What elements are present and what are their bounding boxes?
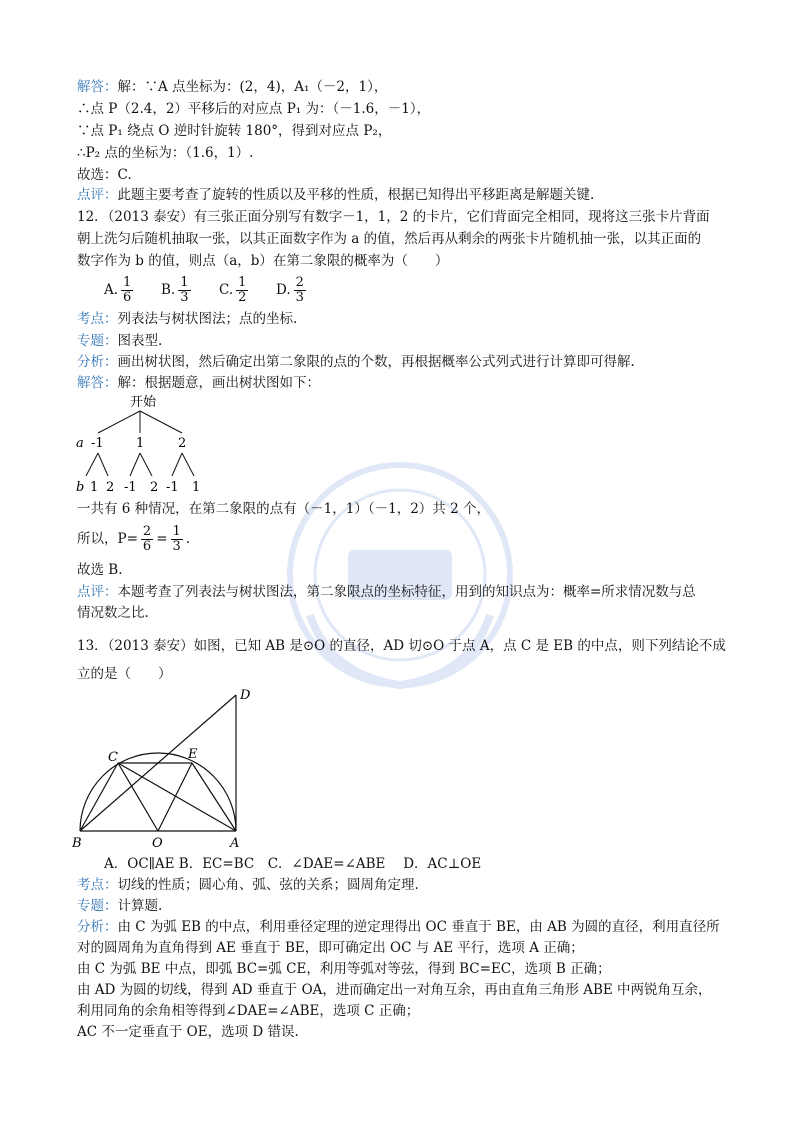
fenxi2-line-6: AC 不一定垂直于 OE，选项 D 错误.	[77, 1024, 299, 1040]
tree-leaf: -1	[166, 480, 179, 495]
line-3: ∵点 P₁ 绕点 O 逆时针旋转 180°，得到对应点 P₂，	[77, 123, 392, 139]
fenxi-line: 分析：画出树状图，然后确定出第二象限的点的个数，再根据概率公式列式进行计算即可得解.	[77, 354, 635, 370]
zhuanti2-line: 专题：计算题.	[77, 898, 163, 914]
point-label-c: C	[108, 750, 118, 765]
point-label-o: O	[152, 836, 163, 851]
option-d: D. $\frac{2}{3}$	[276, 275, 304, 305]
kaodian2-line: 考点：切线的性质；圆心角、弧、弦的关系；圆周角定理.	[77, 877, 419, 893]
point-label-d: D	[240, 688, 251, 703]
tree-node: 1	[136, 436, 145, 451]
option-c: C. $\frac{1}{2}$	[219, 275, 247, 305]
tree-leaf: 2	[106, 480, 115, 495]
line-1	[77, 78, 387, 96]
comment-text: 此题主要考查了旋转的性质以及平移的性质，根据已知得出平移距离是解题关键.	[117, 187, 595, 203]
point-label-e: E	[188, 747, 198, 762]
q12-line-1: 12．（2013 泰安）有三张正面分别写有数字－1，1，2 的卡片，它们背面完全相同，现将这三张卡片背面	[77, 209, 710, 225]
probability-line: 所以，P= $\frac{2}{6}$ = $\frac{1}{3}$ .	[77, 524, 191, 554]
count-line: 一共有 6 种情况，在第二象限的点有（－1，1）（－1，2）共 2 个，	[77, 501, 490, 517]
q13-line-1: 13．（2013 泰安）如图，已知 AB 是⊙O 的直径，AD 切⊙O 于点 A，点 C 是 EB 的中点，则下列结论不成	[77, 638, 726, 654]
fraction: $\frac{1}{2}$	[238, 275, 247, 305]
fenxi2-line-3: 由 C 为弧 BE 中点，即弧 BC=弧 CE，利用等弧对等弦，得到 BC=EC，选项 B 正确；	[77, 961, 611, 977]
geometry-figure	[70, 685, 270, 855]
jieda-line: 解答：解：根据题意，画出树状图如下：	[77, 375, 320, 391]
q12-line-2: 朝上洗匀后随机抽取一张，以其正面数字作为 a 的值，然后再从剩余的两张卡片随机抽一张，以其正面的	[77, 231, 702, 247]
kaodian-line: 考点：列表法与树状图法；点的坐标.	[77, 311, 298, 327]
line-2: ∴点 P（2.4，2）平移后的对应点 P₁ 为：（－1.6，－1），	[77, 101, 431, 117]
answer-tag: 解答：	[77, 79, 118, 95]
answer-text: 解：∵A 点坐标为：(2，4)，A₁（－2，1），	[117, 79, 388, 95]
tree-node: 2	[178, 436, 187, 451]
fraction: $\frac{2}{3}$	[295, 275, 304, 305]
line-5: 故选：C.	[77, 167, 132, 183]
fraction: $\frac{1}{3}$	[180, 275, 189, 305]
fenxi2-line-4: 由 AD 为圆的切线，得到 AD 垂直于 OA，进而确定出一对角互余，再由直角三角形 ABE 中两锐角互余，	[77, 982, 712, 998]
line-4: ∴P₂ 点的坐标为：（1.6，1）.	[77, 145, 254, 161]
tree-diagram	[70, 392, 220, 497]
fraction: $\frac{1}{3}$	[172, 524, 181, 554]
fenxi2-line-5: 利用同角的余角相等得到∠DAE=∠ABE，选项 C 正确；	[77, 1003, 420, 1019]
tree-node: -1	[91, 436, 104, 451]
dianping-line-2: 情况数之比.	[77, 605, 149, 621]
tree-leaf: -1	[124, 480, 137, 495]
tree-a-label: a	[76, 436, 84, 451]
tree-leaf: 2	[150, 480, 159, 495]
watermark-logo	[270, 445, 530, 705]
tree-b-label: b	[76, 480, 85, 495]
line-6	[77, 186, 594, 204]
dianping-line-1: 点评：本题考查了列表法与树状图法，第二象限点的坐标特征，用到的知识点为：概率=所求情况数与总	[77, 584, 696, 600]
fraction: $\frac{2}{6}$	[142, 524, 152, 554]
fenxi2-line-2: 对的圆周角为直角得到 AE 垂直于 BE，即可确定出 OC 与 AE 平行，选项 A 正确；	[77, 940, 584, 956]
q13-line-2: 立的是（ ）	[77, 666, 172, 682]
point-label-b: B	[72, 836, 82, 851]
option-b: B. $\frac{1}{3}$	[161, 275, 189, 305]
tree-leaf: 1	[90, 480, 99, 495]
point-label-a: A	[230, 836, 240, 851]
fenxi2-line-1: 分析：由 C 为弧 EB 的中点，利用垂径定理的逆定理得出 OC 垂直于 BE，由 AB 为圆的直径，利用直径所	[77, 919, 720, 935]
tree-leaf: 1	[192, 480, 201, 495]
fraction: $\frac{1}{6}$	[123, 275, 132, 305]
tree-start-label: 开始	[130, 395, 157, 410]
option-a: A. $\frac{1}{6}$	[104, 275, 132, 305]
zhuanti-line: 专题：图表型.	[77, 333, 163, 349]
q12-line-3: 数字作为 b 的值，则点（a，b）在第二象限的概率为（ ）	[77, 253, 449, 269]
q13-options: A．OC∥AE B．EC=BC C．∠DAE=∠ABE D．AC⊥OE	[104, 856, 482, 872]
comment-tag: 点评：	[77, 187, 118, 203]
choose-line: 故选 B.	[77, 562, 123, 578]
